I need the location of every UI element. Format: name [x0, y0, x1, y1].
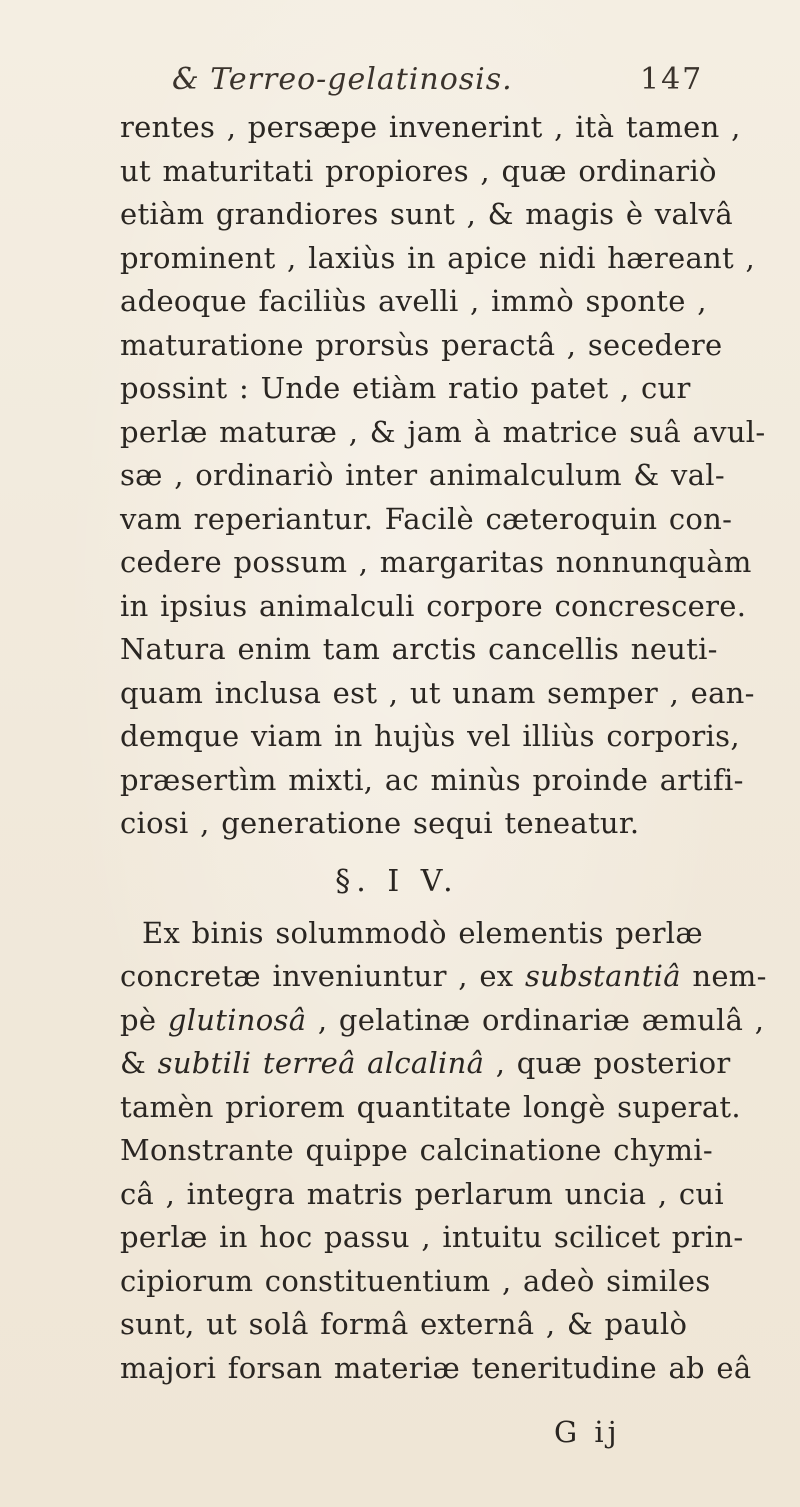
text-line: Natura enim tam arctis cancellis neuti- — [120, 632, 718, 666]
page-number: 147 — [640, 62, 704, 97]
text-line: majori forsan materiæ teneritudine ab eâ — [120, 1350, 752, 1385]
running-head: & Terreo-gelatinosis. — [172, 62, 513, 97]
text-line: cedere possum , margaritas nonnunquàm — [120, 545, 752, 579]
italic-term: subtili terreâ alcalinâ — [157, 1046, 485, 1080]
text-line: maturatione prorsùs peractâ , secedere — [120, 327, 723, 362]
text-line: quam inclusa est , ut unam semper , ean- — [120, 675, 755, 710]
text-line: etiàm grandiores sunt , & magis è valvâ — [120, 197, 733, 231]
text-line — [120, 1042, 731, 1086]
text-line: in ipsius animalculi corpore concrescere. — [120, 588, 747, 623]
text-line: demque viam in hujùs vel illiùs corporis, — [120, 719, 740, 753]
page-header — [0, 62, 800, 106]
signature-mark: G ij — [554, 1415, 621, 1449]
italic-term: glutinosâ — [167, 1002, 307, 1037]
text-line — [120, 999, 765, 1043]
text-line: cipiorum constituentium , adeò similes — [120, 1263, 711, 1298]
text-segment: , gelatinæ ordinariæ æmulâ , — [306, 1002, 765, 1037]
paragraph-1 — [120, 106, 766, 846]
text-line: sæ , ordinariò inter animalculum & val- — [120, 458, 725, 492]
italic-term: substantiâ — [524, 959, 681, 993]
body-text — [120, 106, 767, 1390]
paragraph-2 — [120, 912, 767, 1391]
text-line: vam reperiantur. Facilè cæteroquin con- — [120, 501, 733, 536]
text-segment: , quæ posterior — [484, 1046, 731, 1080]
text-segment: pè — [120, 1002, 168, 1037]
text-segment: concretæ inveniuntur , ex — [120, 959, 525, 993]
text-line: tamèn priorem quantitate longè superat. — [120, 1089, 741, 1124]
text-line: perlæ in hoc passu , intuitu scilicet prin- — [120, 1220, 744, 1254]
text-segment: nem- — [680, 959, 767, 993]
text-line: prominent , laxiùs in apice nidi hæreant , — [120, 240, 756, 275]
text-line — [120, 955, 767, 999]
text-line: rentes , persæpe invenerint , ità tamen , — [120, 110, 741, 144]
text-line: perlæ maturæ , & jam à matrice suâ avul- — [120, 414, 766, 449]
text-line: ut maturitati propiores , quæ ordinariò — [120, 153, 717, 188]
text-line: câ , integra matris perlarum uncia , cui — [120, 1176, 724, 1211]
text-line: Ex binis solummodò elementis perlæ — [142, 915, 703, 950]
text-line: possint : Unde etiàm ratio patet , cur — [120, 371, 691, 405]
text-line: sunt, ut solâ formâ externâ , & paulò — [120, 1307, 688, 1341]
text-segment: & — [120, 1046, 158, 1080]
text-line: ciosi , generatione sequi teneatur. — [120, 806, 640, 840]
text-line: Monstrante quippe calcinatione chymi- — [120, 1133, 713, 1167]
text-line: præsertìm mixti, ac minùs proinde artifi- — [120, 762, 744, 797]
text-line: adeoque faciliùs avelli , immò sponte , — [120, 284, 707, 318]
section-heading: §. I V. — [335, 863, 459, 899]
